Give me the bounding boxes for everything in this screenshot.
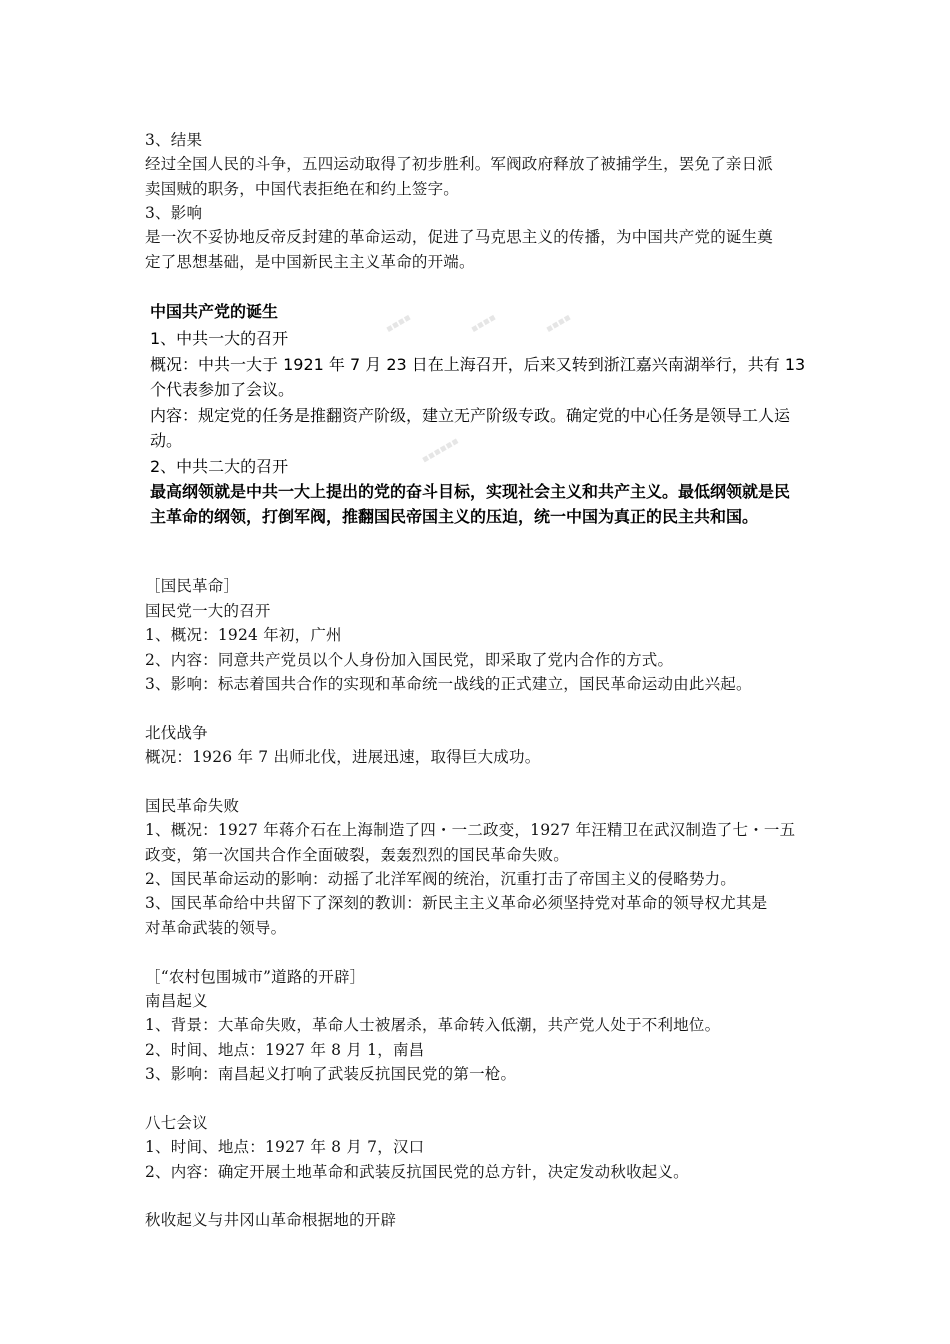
failure-item-2: 2、国民革命运动的影响：动摇了北洋军阀的统治，沉重打击了帝国主义的侵略势力。 — [145, 870, 736, 888]
failure-item-3-line-1: 3、国民革命给中共留下了深刻的教训：新民主主义革命必须坚持党对革命的领导权尤其是 — [145, 894, 768, 912]
national-revolution-heading: ［国民革命］ — [145, 577, 240, 595]
first-congress-content-line-2: 动。 — [150, 431, 183, 450]
failure-item-1-line-2: 政变，第一次国共合作全面破裂，轰轰烈烈的国民革命失败。 — [145, 846, 569, 864]
august7-heading: 八七会议 — [145, 1114, 208, 1132]
watermark-mark: ▪▪▪▪ — [469, 311, 499, 336]
kmt-congress-heading: 国民党一大的召开 — [145, 602, 271, 620]
impact-text-line-1: 是一次不妥协地反帝反封建的革命运动，促进了马克思主义的传播，为中国共产党的诞生奠 — [145, 228, 774, 246]
result-text-line-2: 卖国贼的职务，中国代表拒绝在和约上签字。 — [145, 180, 460, 198]
august7-item-2: 2、内容：确定开展土地革命和武装反抗国民党的总方针，决定发动秋收起义。 — [145, 1163, 689, 1181]
result-heading: 3、结果 — [145, 131, 203, 149]
impact-text-line-2: 定了思想基础，是中国新民主主义革命的开端。 — [145, 253, 475, 271]
cpc-birth-title: 中国共产党的诞生 — [150, 302, 279, 321]
first-congress-overview-line-2: 个代表参加了会议。 — [150, 380, 295, 399]
failure-item-3-line-2: 对革命武装的领导。 — [145, 919, 287, 937]
northern-expedition-heading: 北伐战争 — [145, 724, 208, 742]
watermark-mark: ▪▪▪▪▪▪ — [419, 435, 461, 466]
august7-item-1: 1、时间、地点：1927 年 8 月 7，汉口 — [145, 1138, 425, 1156]
kmt-item-2: 2、内容：同意共产党员以个人身份加入国民党，即采取了党内合作的方式。 — [145, 651, 674, 669]
kmt-item-3: 3、影响：标志着国共合作的实现和革命统一战线的正式建立，国民革命运动由此兴起。 — [145, 675, 752, 693]
first-congress-heading: 1、中共一大的召开 — [150, 329, 289, 348]
watermark-mark: ▪▪▪▪ — [384, 311, 414, 336]
nanchang-item-1: 1、背景：大革命失败，革命人士被屠杀，革命转入低潮，共产党人处于不利地位。 — [145, 1016, 721, 1034]
nanchang-item-3: 3、影响：南昌起义打响了武装反抗国民党的第一枪。 — [145, 1065, 517, 1083]
second-congress-program-line-2: 主革命的纲领，打倒军阀，推翻国民帝国主义的压迫，统一中国为真正的民主共和国。 — [150, 507, 759, 526]
autumn-uprising-heading: 秋收起义与井冈山革命根据地的开辟 — [145, 1211, 397, 1229]
failure-item-1-line-1: 1、概况：1927 年蒋介石在上海制造了四・一二政变，1927 年汪精卫在武汉制造了七・一五 — [145, 821, 796, 839]
result-text-line-1: 经过全国人民的斗争，五四运动取得了初步胜利。军阀政府释放了被捕学生，罢免了亲日派 — [145, 155, 774, 173]
second-congress-heading: 2、中共二大的召开 — [150, 457, 289, 476]
nanchang-item-2: 2、时间、地点：1927 年 8 月 1，南昌 — [145, 1041, 425, 1059]
nanchang-heading: 南昌起义 — [145, 992, 208, 1010]
revolution-failure-heading: 国民革命失败 — [145, 797, 240, 815]
first-congress-overview-line-1: 概况：中共一大于 1921 年 7 月 23 日在上海召开，后来又转到浙江嘉兴南湖举行，共有 13 — [150, 355, 806, 374]
northern-expedition-item: 概况：1926 年 7 出师北伐，进展迅速，取得巨大成功。 — [145, 748, 541, 766]
first-congress-content-line-1: 内容：规定党的任务是推翻资产阶级，建立无产阶级专政。确定党的中心任务是领导工人运 — [150, 406, 791, 425]
impact-heading: 3、影响 — [145, 204, 203, 222]
second-congress-program-line-1: 最高纲领就是中共一大上提出的党的奋斗目标，实现社会主义和共产主义。最低纲领就是民 — [150, 482, 791, 501]
rural-path-heading: ［“农村包围城市”道路的开辟］ — [145, 968, 366, 986]
kmt-item-1: 1、概况：1924 年初，广州 — [145, 626, 342, 644]
watermark-mark: ▪▪▪▪ — [544, 311, 574, 336]
